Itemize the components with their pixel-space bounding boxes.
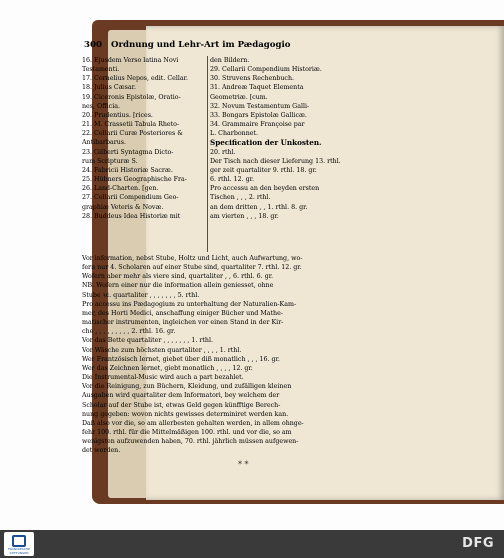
book-entry: 31. Andreæ Taquet Elementa bbox=[210, 84, 304, 92]
text-line: Ausgaben wird quartaliter dem Informatori, bey welchem der bbox=[82, 392, 280, 400]
specification-title: Specification der Unkosten. bbox=[210, 138, 322, 148]
text-line: wenigsten aufzuwenden haben, 70. rthl. jährlich müssen aufgewen- bbox=[82, 438, 299, 446]
ornament: * * bbox=[238, 460, 249, 469]
running-head bbox=[84, 40, 354, 50]
book-entry: Antibarbarus. bbox=[82, 139, 127, 147]
book-entry: 17. Cornelius Nepos, edit. Cellar. bbox=[82, 75, 188, 83]
page-number: 300 bbox=[84, 40, 102, 50]
book-entry: 21. M. Crassetii Tabula Rheto- bbox=[82, 121, 180, 129]
book-entry: L. Charbonnet. bbox=[210, 130, 259, 138]
book-entry: 28. Buddeus Idea Historiæ mit bbox=[82, 212, 181, 220]
francke-logo[interactable] bbox=[4, 532, 34, 556]
text-line: fern nur 4. Scholaren auf einer Stube sind, quartaliter 7. rthl. 12. gr. bbox=[82, 264, 302, 272]
text-line: Vor das Bette quartaliter , , , , , , , 1. rthl. bbox=[82, 337, 214, 345]
book-entry: 30. Struvens Rechenbuch. bbox=[210, 75, 294, 83]
book-entry: 18. Julius Cæsar. bbox=[82, 84, 136, 92]
book-entry: 32. Novum Testamentum Galli- bbox=[210, 102, 310, 110]
text-line: Pro accessu ins Pædagogium zu unterhaltung der Naturalien-Kam- bbox=[82, 300, 297, 308]
book-entry: 29. Cellarii Compendium Historiæ. bbox=[210, 66, 322, 74]
book-entry: 24. Fabricii Historiæ Sacræ. bbox=[82, 166, 173, 174]
book-entry: rum Scripturæ S. bbox=[82, 157, 138, 165]
cost-line: 20. rthl. bbox=[210, 148, 236, 156]
text-line: matischer instrumenten, ingleichen vor einen Stand in der Kir- bbox=[82, 319, 284, 327]
cost-line: Der Tisch nach dieser Lieferung 13. rthl. bbox=[210, 157, 341, 165]
book-entry: 34. Grammaire Françoise par bbox=[210, 121, 305, 129]
text-line: Daß also vor die, so am allerbesten gehalten werden, in allem ohnge- bbox=[82, 419, 304, 427]
text-line: Wer das Zeichnen lernet, giebt monatlich , , , , 12. gr. bbox=[82, 364, 253, 372]
book-entry: Testamenti. bbox=[82, 66, 120, 74]
book-entry: 20. Prudentius. [rices. bbox=[82, 111, 153, 119]
cost-line: 6. rthl. 12. gr. bbox=[210, 176, 254, 184]
book-entry: 19. Ciceronis Epistolæ, Oratio- bbox=[82, 93, 181, 101]
cost-line: Tischen , , , 2. rthl. bbox=[210, 194, 271, 202]
text-line: Scholar auf der Stube ist, etwas Geld gegen künfftige Berech- bbox=[82, 401, 281, 409]
book-entry: 16. Ejusdem Verso latina Novi bbox=[82, 57, 179, 64]
text-line: Stube ꝛc. quartaliter , , , , , , , 5. rthl. bbox=[82, 291, 200, 299]
text-line: nung gegeben: wovon nichts gewisses determiniret werden kan. bbox=[82, 410, 289, 418]
book-entry: graphiæ Veteris & Novæ. bbox=[82, 203, 164, 211]
text-line: mer, des Horti Medici, anschaffung einiger Bücher und Mathe- bbox=[82, 309, 283, 317]
book-entry: nes, Officia. bbox=[82, 102, 120, 110]
book-entry: 23. Gilberti Syntagma Dicto- bbox=[82, 148, 174, 156]
text-line: Die Instrumental-Music wird auch a part bezahlet. bbox=[82, 374, 244, 382]
cost-line: Pro accessu an den beyden ersten bbox=[210, 185, 320, 193]
book-entry: 27. Cellarii Compendium Geo- bbox=[82, 194, 179, 202]
text-line: Wer Frantzösisch lernet, giebet über diß monatlich , , , 16. gr. bbox=[82, 355, 280, 363]
book-entry: den Bildern. bbox=[210, 57, 250, 64]
cost-line: ger zeit quartaliter 9. rthl. 18. gr. bbox=[210, 166, 317, 174]
text-line: che , , , , , , , , , 2. rthl. 16. gr. bbox=[82, 328, 176, 336]
book-entry: Geometriæ. [cum. bbox=[210, 93, 268, 101]
text-line: Vor information, nebst Stube, Holtz und Licht, auch Aufwartung, wo- bbox=[82, 255, 303, 262]
cost-paragraphs bbox=[82, 254, 354, 455]
book-list-right bbox=[210, 56, 354, 221]
book-entry: 26. Land-Charten. [gen. bbox=[82, 185, 159, 193]
book-entry: 25. Hübners Geographische Fra- bbox=[82, 176, 187, 184]
dfg-logo[interactable]: DFG bbox=[462, 536, 494, 551]
cost-line: an dem dritten , , 1. rthl. 8. gr. bbox=[210, 203, 308, 211]
cost-line: am vierten , , , 18. gr. bbox=[210, 212, 279, 220]
text-line: Wofern aber mehr als viere sind, quartaliter , , 6. rthl. 6. gr. bbox=[82, 273, 274, 281]
column-divider bbox=[207, 56, 208, 252]
text-line: Vor die Reinigung, zun Büchern, Kleidung, und zufälligen kleinen bbox=[82, 383, 292, 391]
book-list-left bbox=[82, 56, 210, 221]
viewer-footer bbox=[0, 530, 504, 558]
francke-logo-icon bbox=[12, 535, 26, 547]
text-line: NB. Wofern einer nur die information allein geniesset, ohne bbox=[82, 282, 274, 290]
book-entry: 33. Bongars Epistolæ Gallicæ. bbox=[210, 111, 307, 119]
text-line: fehr 100. rthl. für die Mittelmäßigen 100. rthl. und vor die, so am bbox=[82, 428, 292, 436]
running-head-title: Ordnung und Lehr-Art im Pædagogio bbox=[110, 40, 291, 50]
book-entry: 22. Cellarii Curæ Posteriores & bbox=[82, 130, 183, 138]
text-line: Vor Wäsche zum höchsten quartaliter , , , , 1. rthl. bbox=[82, 346, 242, 354]
francke-logo-text: FRANCKESCHE STIFTUNGEN bbox=[7, 547, 31, 555]
text-line: det werden. bbox=[82, 447, 121, 455]
